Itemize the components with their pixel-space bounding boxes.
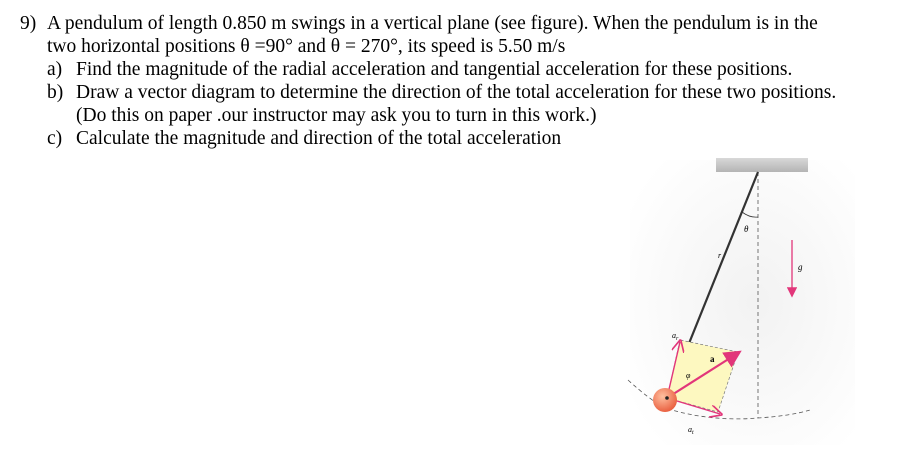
problem-number: 9): [20, 13, 37, 34]
item-a-label: a): [47, 59, 63, 80]
item-c-text: Calculate the magnitude and direction of the total acceleration: [76, 128, 562, 149]
item-c-label: c): [47, 128, 63, 149]
item-b-text: Draw a vector diagram to determine the direction of the total acceleration for these two positions.: [76, 82, 837, 103]
theta-label: θ: [744, 224, 749, 234]
problem-9: [20, 12, 890, 150]
ar-label: $a_r$: [672, 331, 679, 342]
pendulum-bob: [653, 388, 677, 412]
at-label: $a_t$: [688, 425, 694, 436]
item-a-text: Find the magnitude of the radial acceleration and tangential acceleration for these positions.: [76, 59, 793, 80]
item-b-text-2: (Do this on paper .our instructor may ask you to turn in this work.): [76, 105, 597, 126]
phi-label: φ: [686, 371, 691, 380]
item-c: [20, 127, 890, 150]
pendulum-diagram: [620, 150, 860, 450]
item-b-label: b): [47, 82, 64, 103]
g-label: g: [798, 262, 803, 272]
pendulum-figure: [620, 150, 860, 450]
problem-text-2: two horizontal positions θ =90° and θ = 270°, its speed is 5.50 m/s: [47, 36, 566, 57]
problem-line-2: [20, 35, 890, 58]
item-b: [20, 81, 890, 104]
item-a: [20, 58, 890, 81]
item-b-line-2: [20, 104, 890, 127]
a-label: a: [710, 354, 715, 364]
r-label: r: [718, 251, 722, 260]
bob-center-dot: [665, 396, 669, 400]
ceiling-support: [716, 158, 808, 172]
problem-line-1: [20, 12, 890, 35]
problem-text-1: A pendulum of length 0.850 m swings in a vertical plane (see figure). When the pendulum is in the: [47, 13, 818, 34]
